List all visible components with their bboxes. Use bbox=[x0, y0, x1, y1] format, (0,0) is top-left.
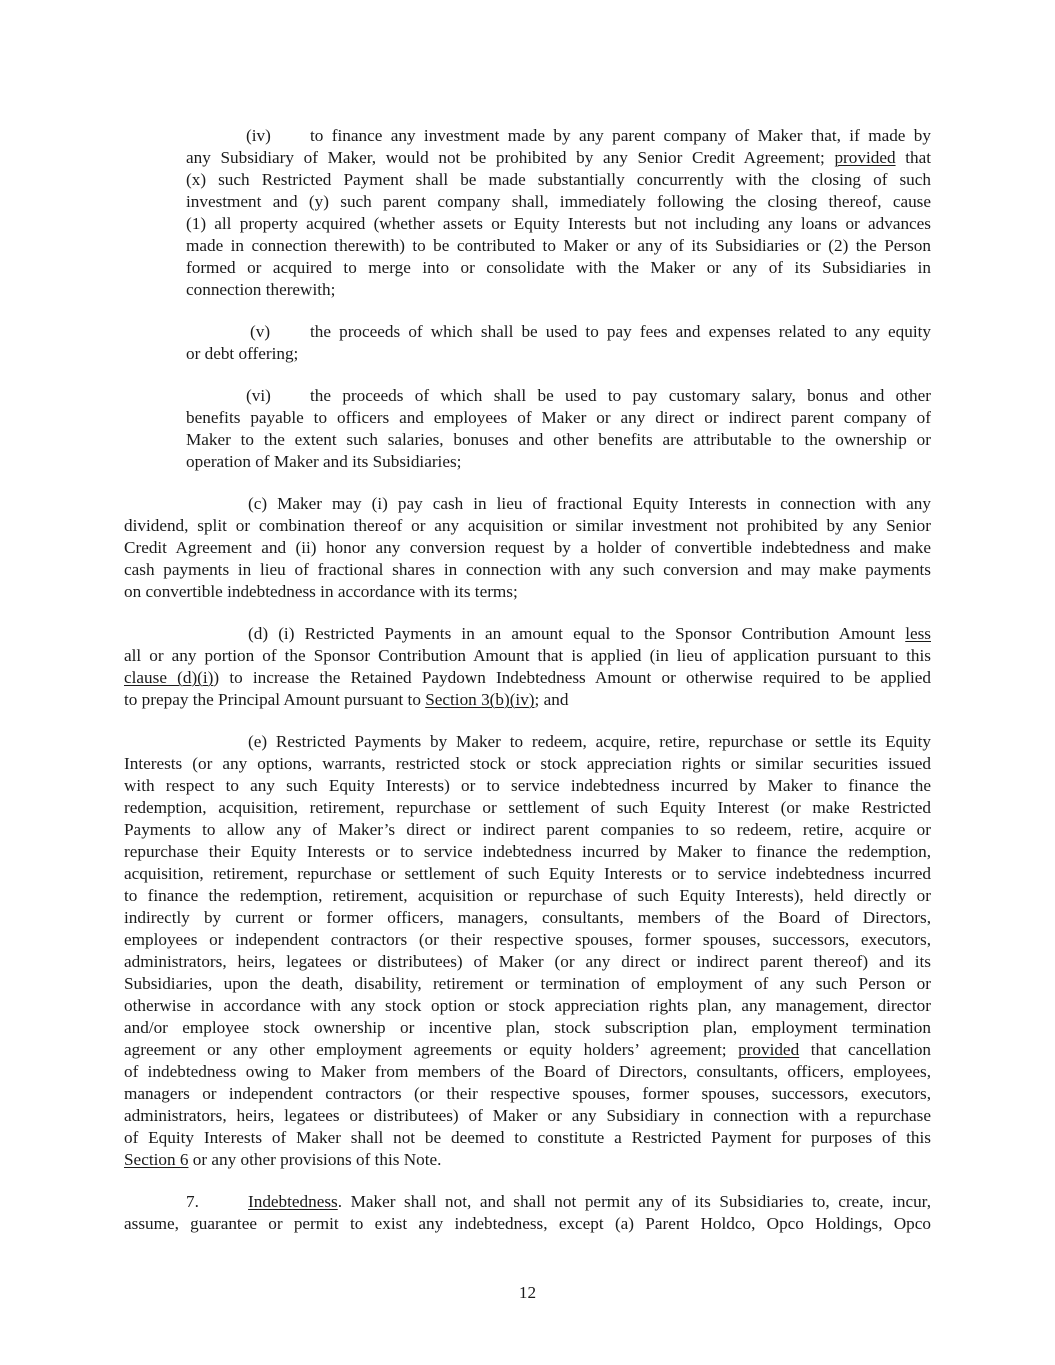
clause-e-line: (e) Restricted Payments by Maker to redeem, acquire, retire, repurchase or settle its Equity bbox=[248, 732, 931, 751]
less-term: less bbox=[905, 624, 931, 643]
clause-e-line: administrators, heirs, legatees or distributees) of Maker (or any direct or indirect parent thereof) and its bbox=[124, 952, 931, 971]
clause-iv-line: connection therewith; bbox=[186, 280, 336, 299]
clause-c-line: cash payments in lieu of fractional shares in connection with any such conversion and may make payments bbox=[124, 560, 931, 579]
clause-iv-line: to finance any investment made by any parent company of Maker that, if made by bbox=[310, 126, 931, 145]
clause-vi-line: operation of Maker and its Subsidiaries; bbox=[186, 452, 462, 471]
clause-e-line: otherwise in accordance with any stock option or stock appreciation rights plan, any management, director bbox=[124, 996, 931, 1015]
clause-d-line: to prepay the Principal Amount pursuant to Section 3(b)(iv); and bbox=[124, 690, 569, 709]
clause-e-line: redemption, acquisition, retirement, repurchase or settlement of such Equity Interest (or make Restricted bbox=[124, 798, 931, 817]
clause-iv-line: formed or acquired to merge into or consolidate with the Maker or any of its Subsidiaries in bbox=[186, 258, 931, 277]
clause-e-line: managers or independent contractors (or their respective spouses, former spouses, successors, executors, bbox=[124, 1084, 931, 1103]
clause-vi-line: the proceeds of which shall be used to pay customary salary, bonus and other bbox=[310, 386, 931, 405]
clause-reference: clause (d)(i) bbox=[124, 668, 214, 687]
clause-iv-label: (iv) bbox=[246, 126, 271, 145]
clause-c-line: dividend, split or combination thereof or any acquisition or similar investment not prohibited by any Senior bbox=[124, 516, 931, 535]
clause-e-line: of indebtedness owing to Maker from members of the Board of Directors, consultants, officers, employees, bbox=[124, 1062, 931, 1081]
clause-e-line: repurchase their Equity Interests or to service indebtedness incurred by Maker to finance the redemption, bbox=[124, 842, 931, 861]
clause-iv-line: (x) such Restricted Payment shall be made substantially concurrently with the closing of such bbox=[186, 170, 931, 189]
clause-d-line: (d) (i) Restricted Payments in an amount equal to the Sponsor Contribution Amount less bbox=[248, 624, 931, 643]
clause-iv-line: made in connection therewith) to be contributed to Maker or any of its Subsidiaries or (2) the Person bbox=[186, 236, 931, 255]
clause-c-line: on convertible indebtedness in accordance with its terms; bbox=[124, 582, 518, 601]
clause-e-line: Subsidiaries, upon the death, disability, retirement or termination of employment of any such Person or bbox=[124, 974, 931, 993]
clause-e-line: indirectly by current or former officers, managers, consultants, members of the Board of Directors, bbox=[124, 908, 931, 927]
section-reference: Section 6 bbox=[124, 1150, 189, 1169]
clause-e-line: Interests (or any options, warrants, restricted stock or stock appreciation rights or similar securities issued bbox=[124, 754, 931, 773]
clause-e-line: acquisition, retirement, repurchase or settlement of such Equity Interests or to service indebtedness incurred bbox=[124, 864, 931, 883]
provided-term: provided bbox=[834, 148, 896, 167]
clause-e-line: employees or independent contractors (or their respective spouses, former spouses, successors, executors, bbox=[124, 930, 931, 949]
section-7-line: Indebtedness. Maker shall not, and shall not permit any of its Subsidiaries to, create, incur, bbox=[248, 1192, 931, 1211]
clause-iv-line: investment and (y) such parent company shall, immediately following the closing thereof, cause bbox=[186, 192, 931, 211]
clause-e-line: Section 6 or any other provisions of this Note. bbox=[124, 1150, 442, 1169]
clause-d-line: clause (d)(i)) to increase the Retained Paydown Indebtedness Amount or otherwise required to be applied bbox=[124, 668, 931, 687]
provided-term: provided bbox=[738, 1040, 800, 1059]
clause-c-line: (c) Maker may (i) pay cash in lieu of fractional Equity Interests in connection with any bbox=[248, 494, 931, 513]
clause-e-line: Payments to allow any of Maker’s direct or indirect parent companies to so redeem, retire, acquire or bbox=[124, 820, 931, 839]
clause-vi-line: Maker to the extent such salaries, bonuses and other benefits are attributable to the ownership or bbox=[186, 430, 931, 449]
clause-v-line: or debt offering; bbox=[186, 344, 299, 363]
clause-e-line: of Equity Interests of Maker shall not be deemed to constitute a Restricted Payment for purposes of this bbox=[124, 1128, 931, 1147]
section-7-number: 7. bbox=[186, 1192, 199, 1211]
clause-vi-label: (vi) bbox=[246, 386, 271, 405]
clause-e-line: to finance the redemption, retirement, acquisition or repurchase of such Equity Interests), held directly or bbox=[124, 886, 931, 905]
clause-vi-line: benefits payable to officers and employees of Maker or any direct or indirect parent company of bbox=[186, 408, 931, 427]
clause-iv-line: (1) all property acquired (whether assets or Equity Interests but not including any loans or advances bbox=[186, 214, 931, 233]
section-7-line: assume, guarantee or permit to exist any indebtedness, except (a) Parent Holdco, Opco Holdings, Opco bbox=[124, 1214, 931, 1233]
clause-v-line: the proceeds of which shall be used to pay fees and expenses related to any equity bbox=[310, 322, 931, 341]
clause-e-line: administrators, heirs, legatees or distributees) of Maker or any Subsidiary in connection with a repurchase bbox=[124, 1106, 931, 1125]
clause-v-label: (v) bbox=[250, 322, 271, 341]
clause-e-line: with respect to any such Equity Interests) or to service indebtedness incurred by Maker to finance the bbox=[124, 776, 931, 795]
clause-e-line: agreement or any other employment agreements or equity holders’ agreement; provided that cancellation bbox=[124, 1040, 932, 1059]
clause-iv-line: any Subsidiary of Maker, would not be prohibited by any Senior Credit Agreement; provided that bbox=[186, 148, 931, 167]
clause-e-line: and/or employee stock ownership or incentive plan, stock subscription plan, employment termination bbox=[124, 1018, 931, 1037]
page-number: 12 bbox=[518, 1283, 537, 1302]
clause-d-line: all or any portion of the Sponsor Contribution Amount that is applied (in lieu of application pursuant to this bbox=[124, 646, 931, 665]
section-reference: Section 3(b)(iv) bbox=[425, 690, 535, 709]
section-7-heading: Indebtedness bbox=[248, 1192, 338, 1211]
clause-c-line: Credit Agreement and (ii) honor any conversion request by a holder of convertible indebtedness and make bbox=[124, 538, 931, 557]
